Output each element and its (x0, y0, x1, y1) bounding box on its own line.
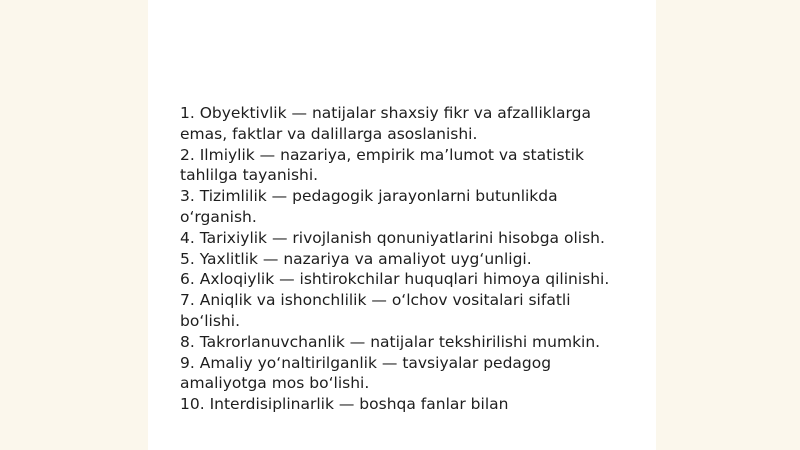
list-item: 6. Axloqiylik — ishtirokchilar huquqlari himoya qilinishi. (180, 270, 610, 289)
document-page (148, 0, 656, 450)
list-item: 4. Tarixiylik — rivojlanish qonuniyatlarini hisobga olish. (180, 228, 605, 247)
list-item: 8. Takrorlanuvchanlik — natijalar tekshirilishi mumkin. (180, 332, 601, 351)
list-item: 10. Interdisiplinarlik — boshqa fanlar bilan (180, 395, 509, 414)
principles-list (180, 103, 620, 415)
list-item: 9. Amaliy yo‘naltirilganlik — tavsiyalar pedagog amaliyotga mos bo‘lishi. (180, 353, 552, 393)
list-item: 3. Tizimlilik — pedagogik jarayonlarni butunlikda o‘rganish. (180, 187, 558, 226)
list-item: 5. Yaxlitlik — nazariya va amaliyot uyg‘unligi. (180, 249, 532, 268)
list-item: 1. Obyektivlik — natijalar shaxsiy fikr va afzalliklarga emas, faktlar va dalillarga asoslanishi. (180, 104, 591, 143)
list-item: 2. Ilmiylik — nazariya, empirik ma’lumot va statistik tahlilga tayanishi. (180, 145, 584, 185)
list-item: 7. Aniqlik va ishonchlilik — o‘lchov vositalari sifatli bo‘lishi. (180, 291, 571, 330)
